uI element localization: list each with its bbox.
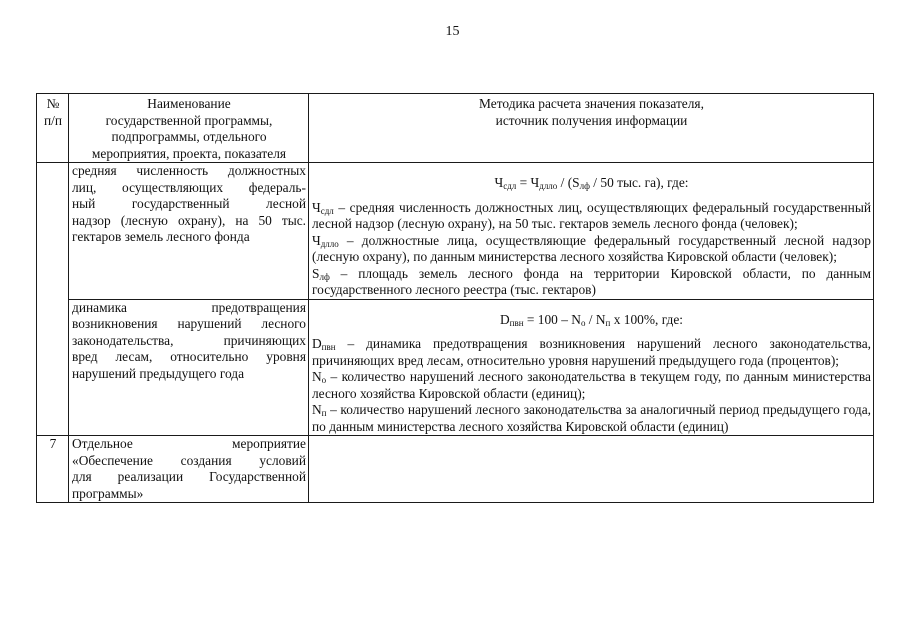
table-row bbox=[37, 436, 874, 503]
variable-definition: $Ч_{сдл}$ – средняя численность должностных лиц, осуществляющих федеральный государственный лесной надзор (лесную охрану), на 50 тыс. гектаров земель лесного фонда (человек); bbox=[312, 199, 871, 231]
name-line: Отдельное мероприятие bbox=[72, 436, 306, 451]
name-line: динамика предотвращения bbox=[72, 299, 306, 315]
method-cell bbox=[309, 163, 874, 300]
indicator-table bbox=[36, 93, 874, 503]
name-line: средняя численность должностных bbox=[72, 163, 306, 178]
indicator-name-cell bbox=[69, 163, 309, 300]
indicator-name-cell bbox=[69, 436, 309, 503]
formula: $D_{пвн} = 100 - N_о / N_п$ x 100%, где: bbox=[499, 311, 684, 328]
table-row bbox=[37, 163, 874, 300]
method-cell-empty bbox=[309, 436, 874, 503]
variable-definition: $N_п$ – количество нарушений лесного законодательства за аналогичный период предыдущего года, по данным министерства лесного хозяйства Кировской области (единиц) bbox=[312, 402, 871, 434]
header-text-line: Методика расчета значения показателя, bbox=[479, 96, 704, 111]
header-text-line: источник получения информации bbox=[495, 112, 688, 128]
row-num-cell: 7 bbox=[37, 436, 69, 503]
header-method bbox=[309, 94, 874, 163]
header-text-line: № bbox=[46, 96, 60, 111]
table-row bbox=[37, 299, 874, 436]
header-text-line: Наименование bbox=[147, 96, 231, 111]
variable-definition: $D_{пвн}$ – динамика предотвращения возникновения нарушений лесного законодательства, причиняющих вред лесам, относительно уровня нарушений предыдущего года (процентов); bbox=[312, 336, 871, 368]
formula: $Ч_{сдл} = Ч_{длло} / (S_{лф} / 50$ тыс. га), где: bbox=[494, 175, 689, 191]
table-header-row bbox=[37, 94, 874, 163]
header-num bbox=[37, 94, 69, 163]
variable-definition: $N_о$ – количество нарушений лесного законодательства в текущем году, по данным министерства лесного хозяйства Кировской области (единиц); bbox=[312, 369, 871, 401]
name-line: нарушений предыдущего года bbox=[72, 365, 245, 381]
header-text-line: мероприятия, проекта, показателя bbox=[91, 145, 287, 161]
name-line: надзор (лесную охрану), на 50 тыс. bbox=[72, 212, 306, 228]
name-line: лиц, осуществляющих федераль- bbox=[72, 179, 306, 195]
header-text-line: государственной программы, bbox=[105, 112, 273, 128]
name-line: ный государственный лесной bbox=[72, 196, 306, 211]
page-number: 15 bbox=[445, 24, 460, 39]
method-cell bbox=[309, 299, 874, 436]
variable-definition: $Ч_{длло}$ – должностные лица, осуществляющие федеральный государственный лесной надзор (лесную охрану), по данным министерства лесного хозяйства Кировской области (человек); bbox=[312, 232, 871, 264]
name-line: гектаров земель лесного фонда bbox=[72, 229, 250, 244]
variable-definition: $S_{лф}$ – площадь земель лесного фонда на территории Кировской области, по данным государственного лесного реестра (тыс. гектаров) bbox=[312, 265, 871, 297]
header-name bbox=[69, 94, 309, 163]
name-line: возникновения нарушений лесного bbox=[72, 316, 306, 331]
name-line: вред лесам, относительно уровня bbox=[72, 349, 306, 364]
name-line: программы» bbox=[72, 485, 144, 501]
header-text-line: п/п bbox=[43, 112, 63, 128]
header-text-line: подпрограммы, отдельного bbox=[111, 129, 267, 144]
name-line: «Обеспечение создания условий bbox=[72, 452, 306, 468]
row-num-cell bbox=[37, 163, 69, 436]
name-line: законодательства, причиняющих bbox=[72, 332, 306, 348]
name-line: для реализации Государственной bbox=[72, 469, 306, 484]
indicator-name-cell bbox=[69, 299, 309, 436]
